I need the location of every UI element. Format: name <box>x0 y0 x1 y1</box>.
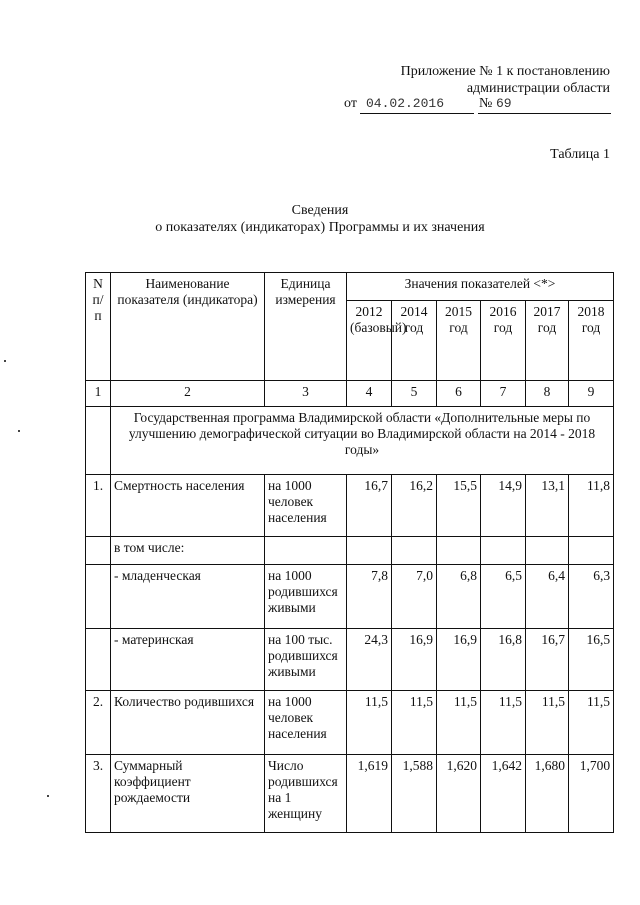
value-cell: 16,7 <box>347 475 392 537</box>
header-unit: Единица измерения <box>265 273 347 381</box>
column-number: 9 <box>569 381 614 407</box>
indicator-name: - материнская <box>111 629 265 691</box>
table-row <box>86 537 614 565</box>
header-year: 2015 год <box>437 301 481 381</box>
column-number: 3 <box>265 381 347 407</box>
row-number <box>86 565 111 629</box>
value-cell: 15,5 <box>437 475 481 537</box>
value-cell: 1,619 <box>347 755 392 833</box>
value-cell: 24,3 <box>347 629 392 691</box>
table-row <box>86 629 614 691</box>
scan-speck <box>4 360 6 362</box>
header-year: 2018 год <box>569 301 614 381</box>
header-year: 2014 год <box>392 301 437 381</box>
value-cell: 1,700 <box>569 755 614 833</box>
date-underline <box>360 113 474 114</box>
value-cell: 11,5 <box>392 691 437 755</box>
indicator-unit: на 1000 человек населения <box>265 691 347 755</box>
value-cell: 1,620 <box>437 755 481 833</box>
row-number: 2. <box>86 691 111 755</box>
value-cell: 16,8 <box>481 629 526 691</box>
row-number <box>86 537 111 565</box>
number-label: № <box>479 96 493 111</box>
value-cell: 16,5 <box>569 629 614 691</box>
value-cell: 16,9 <box>437 629 481 691</box>
indicator-name: Суммарный коэффициент рождаемости <box>111 755 265 833</box>
title-line-1: Сведения <box>291 203 349 218</box>
program-title: Государственная программа Владимирской области «Дополнительные меры по улучшению демографической ситуации во Владимирской области на 2014 - 2018 годы» <box>111 407 614 475</box>
row-number: 3. <box>86 755 111 833</box>
value-cell: 1,680 <box>526 755 569 833</box>
value-cell <box>481 537 526 565</box>
column-number: 6 <box>437 381 481 407</box>
indicator-name: в том числе: <box>111 537 265 565</box>
header-year: 2017 год <box>526 301 569 381</box>
value-cell <box>392 537 437 565</box>
column-number: 8 <box>526 381 569 407</box>
value-cell: 16,7 <box>526 629 569 691</box>
header-values: Значения показателей <*> <box>347 273 614 301</box>
row-number: 1. <box>86 475 111 537</box>
value-cell: 11,8 <box>569 475 614 537</box>
appendix-line-1: Приложение № 1 к постановлению <box>400 64 610 79</box>
column-number: 5 <box>392 381 437 407</box>
indicator-name: Смертность населения <box>111 475 265 537</box>
value-cell: 11,5 <box>347 691 392 755</box>
value-cell: 1,642 <box>481 755 526 833</box>
value-cell: 16,2 <box>392 475 437 537</box>
table-row <box>86 691 614 755</box>
indicator-unit: Число родившихся на 1 женщину <box>265 755 347 833</box>
header-number: N п/п <box>86 273 111 381</box>
header-year: 2012 (базовый) <box>347 301 392 381</box>
scan-speck <box>47 795 49 797</box>
value-cell <box>569 537 614 565</box>
row-number <box>86 629 111 691</box>
value-cell: 13,1 <box>526 475 569 537</box>
date-label: от <box>344 96 357 111</box>
column-number: 4 <box>347 381 392 407</box>
appendix-line-2: администрации области <box>466 81 610 96</box>
title-line-2: о показателях (индикаторах) Программы и их значения <box>155 220 485 235</box>
value-cell: 1,588 <box>392 755 437 833</box>
value-cell: 7,0 <box>392 565 437 629</box>
value-cell: 11,5 <box>526 691 569 755</box>
indicator-name: Количество родившихся <box>111 691 265 755</box>
value-cell: 6,3 <box>569 565 614 629</box>
value-cell: 11,5 <box>569 691 614 755</box>
value-cell <box>526 537 569 565</box>
number-underline <box>478 113 611 114</box>
document-date: 04.02.2016 <box>366 96 445 111</box>
value-cell <box>347 537 392 565</box>
indicator-unit: на 1000 человек населения <box>265 475 347 537</box>
value-cell: 6,4 <box>526 565 569 629</box>
header-name: Наименование показателя (индикатора) <box>111 273 265 381</box>
value-cell: 7,8 <box>347 565 392 629</box>
indicator-unit: на 1000 родившихся живыми <box>265 565 347 629</box>
table-row <box>86 565 614 629</box>
value-cell: 6,5 <box>481 565 526 629</box>
indicators-table <box>85 272 614 833</box>
indicator-name: - младенческая <box>111 565 265 629</box>
value-cell: 11,5 <box>437 691 481 755</box>
value-cell: 11,5 <box>481 691 526 755</box>
scan-speck <box>18 430 20 432</box>
column-number: 7 <box>481 381 526 407</box>
column-number: 2 <box>111 381 265 407</box>
document-number: 69 <box>496 96 512 111</box>
table-row <box>86 755 614 833</box>
header-year: 2016 год <box>481 301 526 381</box>
value-cell: 16,9 <box>392 629 437 691</box>
table-label: Таблица 1 <box>550 147 610 162</box>
value-cell <box>437 537 481 565</box>
value-cell: 6,8 <box>437 565 481 629</box>
program-row-number <box>86 407 111 475</box>
value-cell: 14,9 <box>481 475 526 537</box>
indicator-unit <box>265 537 347 565</box>
column-number: 1 <box>86 381 111 407</box>
table-row <box>86 475 614 537</box>
indicator-unit: на 100 тыс. родившихся живыми <box>265 629 347 691</box>
